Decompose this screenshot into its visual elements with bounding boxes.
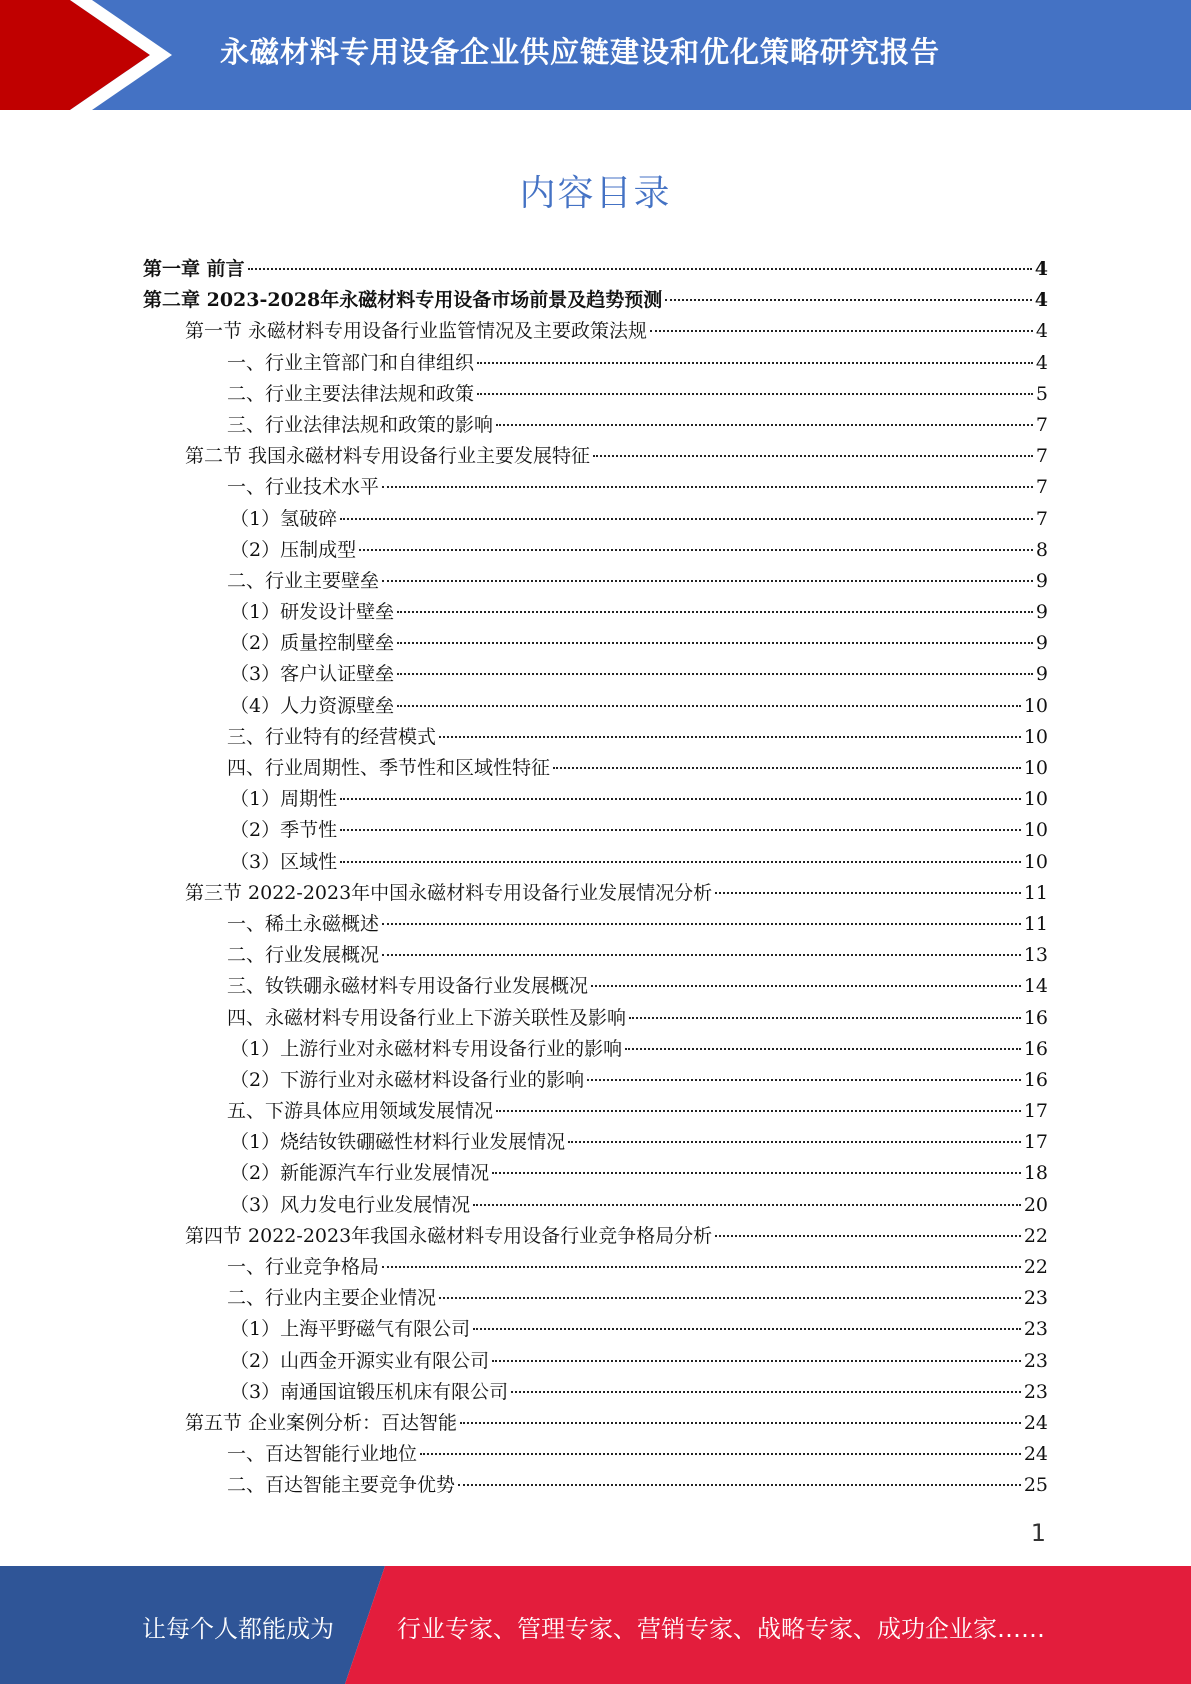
- toc-entry-page: 23: [1023, 1318, 1048, 1341]
- toc-dot-leader: [397, 642, 1033, 644]
- toc-entry-label: 二、百达智能主要竞争优势: [227, 1474, 456, 1497]
- toc-entry[interactable]: [143, 940, 1048, 971]
- toc-entry[interactable]: [143, 753, 1048, 784]
- toc-entry[interactable]: [143, 1314, 1048, 1345]
- toc-dot-leader: [420, 1453, 1021, 1455]
- toc-dot-leader: [715, 892, 1021, 894]
- page-footer: [0, 1566, 1191, 1684]
- toc-entry[interactable]: [143, 1470, 1048, 1501]
- toc-entry[interactable]: [143, 1065, 1048, 1096]
- toc-dot-leader: [496, 424, 1033, 426]
- toc-title: 内容目录: [519, 173, 672, 214]
- toc-dot-leader: [587, 1079, 1021, 1081]
- toc-dot-leader: [382, 954, 1021, 956]
- toc-dot-leader: [629, 1017, 1021, 1019]
- toc-entry-label: （1）烧结钕铁硼磁性材料行业发展情况: [230, 1131, 566, 1154]
- toc-entry[interactable]: [143, 1377, 1048, 1408]
- toc-dot-leader: [492, 1360, 1021, 1362]
- toc-entry[interactable]: [143, 1034, 1048, 1065]
- toc-entry-page: 24: [1023, 1443, 1048, 1466]
- toc-entry-page: 10: [1023, 725, 1048, 748]
- toc-entry-page: 17: [1023, 1100, 1048, 1123]
- toc-entry-label: （2）山西金开源实业有限公司: [230, 1349, 490, 1372]
- toc-entry-page: 24: [1023, 1411, 1048, 1434]
- toc-dot-leader: [568, 1141, 1021, 1143]
- toc-entry[interactable]: [143, 535, 1048, 566]
- table-of-contents: [143, 254, 1048, 1502]
- toc-entry[interactable]: [143, 1408, 1048, 1439]
- toc-entry[interactable]: [143, 597, 1048, 628]
- toc-entry-page: 9: [1035, 632, 1048, 655]
- toc-entry-label: 三、钕铁硼永磁材料专用设备行业发展概况: [227, 975, 589, 998]
- toc-dot-leader: [397, 611, 1033, 613]
- toc-entry-page: 11: [1023, 912, 1048, 935]
- toc-entry[interactable]: [143, 784, 1048, 815]
- toc-entry-label: （3）客户认证壁垒: [230, 663, 395, 686]
- toc-entry[interactable]: [143, 504, 1048, 535]
- toc-entry-page: 22: [1023, 1256, 1048, 1278]
- toc-entry-label: 一、稀土永磁概述: [227, 912, 380, 935]
- toc-entry[interactable]: [143, 254, 1048, 285]
- toc-entry-label: 一、百达智能行业地位: [227, 1443, 418, 1466]
- toc-entry-page: 14: [1023, 975, 1048, 998]
- toc-entry-page: 8: [1035, 538, 1048, 561]
- toc-entry[interactable]: [143, 722, 1048, 753]
- toc-entry-page: 9: [1035, 569, 1048, 592]
- toc-entry-label: 四、永磁材料专用设备行业上下游关联性及影响: [227, 1006, 627, 1029]
- toc-dot-leader: [496, 1110, 1021, 1112]
- toc-entry-page: 23: [1023, 1349, 1048, 1372]
- toc-dot-leader: [439, 736, 1021, 738]
- toc-entry-label: （2）下游行业对永磁材料设备行业的影响: [230, 1068, 585, 1091]
- toc-entry-page: 10: [1023, 850, 1048, 873]
- toc-entry[interactable]: [143, 1439, 1048, 1470]
- toc-entry-label: 二、行业主要法律法规和政策: [227, 382, 475, 405]
- toc-entry[interactable]: [143, 1003, 1048, 1034]
- toc-entry-label: （2）新能源汽车行业发展情况: [230, 1162, 490, 1185]
- toc-entry-page: 16: [1023, 1068, 1048, 1091]
- toc-entry-label: （3）南通国谊锻压机床有限公司: [230, 1380, 509, 1403]
- toc-dot-leader: [359, 549, 1033, 551]
- toc-dot-leader: [650, 330, 1033, 332]
- footer-slogan-left: 让每个人都能成为: [142, 1615, 334, 1643]
- toc-entry-page: 7: [1035, 413, 1048, 436]
- toc-entry[interactable]: [143, 1346, 1048, 1377]
- toc-dot-leader: [591, 985, 1021, 987]
- toc-entry[interactable]: [143, 285, 1048, 316]
- toc-entry-label: 第二节 我国永磁材料专用设备行业主要发展特征: [185, 445, 591, 468]
- toc-entry-page: 7: [1035, 445, 1048, 468]
- toc-dot-leader: [553, 767, 1021, 769]
- toc-entry-label: （1）氢破碎: [230, 507, 338, 530]
- toc-entry-label: 第一章 前言: [143, 258, 245, 280]
- toc-entry-label: 二、行业内主要企业情况: [227, 1287, 437, 1310]
- toc-entry-label: （1）上海平野磁气有限公司: [230, 1318, 471, 1341]
- toc-entry[interactable]: [143, 815, 1048, 846]
- toc-entry[interactable]: [143, 348, 1048, 379]
- toc-entry[interactable]: [143, 566, 1048, 597]
- toc-entry-page: 13: [1023, 944, 1048, 967]
- toc-entry[interactable]: [143, 1283, 1048, 1314]
- toc-entry[interactable]: [143, 1252, 1048, 1283]
- toc-entry-page: 16: [1023, 1037, 1048, 1060]
- toc-entry-label: 一、行业技术水平: [227, 476, 380, 499]
- toc-dot-leader: [460, 1422, 1021, 1424]
- toc-entry[interactable]: [143, 472, 1048, 503]
- toc-entry-label: 二、行业发展概况: [227, 944, 380, 967]
- toc-dot-leader: [492, 1172, 1021, 1174]
- toc-dot-leader: [593, 455, 1033, 457]
- toc-dot-leader: [477, 362, 1033, 364]
- toc-entry[interactable]: [143, 628, 1048, 659]
- toc-entry[interactable]: [143, 441, 1048, 472]
- toc-entry[interactable]: [143, 379, 1048, 410]
- toc-dot-leader: [511, 1391, 1021, 1393]
- toc-entry-label: 第三节 2022-2023年中国永磁材料专用设备行业发展情况分析: [185, 881, 713, 904]
- toc-entry[interactable]: [143, 316, 1048, 347]
- toc-entry-label: 五、下游具体应用领域发展情况: [227, 1100, 494, 1123]
- toc-entry-label: （3）区域性: [230, 850, 338, 873]
- toc-entry[interactable]: [143, 971, 1048, 1002]
- toc-entry-page: 10: [1023, 788, 1048, 811]
- toc-dot-leader: [340, 798, 1021, 800]
- toc-dot-leader: [473, 1204, 1021, 1206]
- toc-dot-leader: [665, 299, 1032, 301]
- toc-entry-page: 23: [1023, 1287, 1048, 1310]
- page-number: 1: [1030, 1519, 1046, 1547]
- header-title: 永磁材料专用设备企业供应链建设和优化策略研究报告: [220, 35, 941, 69]
- toc-entry[interactable]: [143, 1096, 1048, 1127]
- toc-entry-label: （2）季节性: [230, 819, 338, 842]
- toc-entry-label: 一、行业主管部门和自律组织: [227, 351, 475, 374]
- toc-entry-label: 三、行业法律法规和政策的影响: [227, 413, 494, 436]
- toc-entry[interactable]: [143, 1158, 1048, 1189]
- toc-dot-leader: [248, 268, 1032, 270]
- toc-entry-page: 4: [1034, 258, 1048, 280]
- toc-entry[interactable]: [143, 659, 1048, 690]
- toc-entry-page: 7: [1035, 476, 1048, 499]
- toc-entry[interactable]: [143, 909, 1048, 940]
- toc-dot-leader: [458, 1484, 1021, 1486]
- toc-dot-leader: [397, 673, 1033, 675]
- toc-dot-leader: [382, 486, 1033, 488]
- toc-entry-page: 4: [1035, 351, 1048, 374]
- toc-entry-page: 23: [1023, 1380, 1048, 1403]
- toc-dot-leader: [382, 1266, 1021, 1268]
- toc-entry-label: （1）上游行业对永磁材料专用设备行业的影响: [230, 1037, 623, 1060]
- toc-entry-label: 第一节 永磁材料专用设备行业监管情况及主要政策法规: [185, 320, 648, 343]
- toc-entry-label: 第二章 2023-2028年永磁材料专用设备市场前景及趋势预测: [143, 289, 663, 312]
- toc-entry-label: 一、行业竞争格局: [227, 1256, 380, 1278]
- toc-entry-label: （2）质量控制壁垒: [230, 632, 395, 655]
- toc-dot-leader: [340, 829, 1021, 831]
- toc-entry[interactable]: [143, 1221, 1048, 1252]
- footer-slogan-right: 行业专家、管理专家、营销专家、战略专家、成功企业家……: [397, 1615, 1045, 1643]
- toc-dot-leader: [625, 1048, 1021, 1050]
- toc-entry-label: 第五节 企业案例分析：百达智能: [185, 1411, 458, 1434]
- toc-dot-leader: [439, 1297, 1021, 1299]
- toc-dot-leader: [340, 518, 1033, 520]
- toc-dot-leader: [477, 393, 1033, 395]
- toc-entry-page: 10: [1023, 757, 1048, 779]
- toc-entry[interactable]: [143, 410, 1048, 441]
- toc-entry-label: 二、行业主要壁垒: [227, 569, 380, 592]
- toc-entry-page: 20: [1023, 1193, 1048, 1216]
- toc-entry-label: 三、行业特有的经营模式: [227, 725, 437, 748]
- toc-entry[interactable]: [143, 878, 1048, 909]
- toc-entry-page: 10: [1023, 694, 1048, 717]
- toc-entry[interactable]: [143, 1190, 1048, 1221]
- toc-entry-label: 四、行业周期性、季节性和区域性特征: [227, 757, 551, 779]
- toc-dot-leader: [382, 923, 1021, 925]
- toc-entry-page: 11: [1023, 881, 1048, 904]
- toc-entry-page: 7: [1035, 507, 1048, 530]
- toc-dot-leader: [473, 1328, 1021, 1330]
- toc-entry-page: 9: [1035, 663, 1048, 686]
- toc-entry-page: 10: [1023, 819, 1048, 842]
- toc-entry-label: （4）人力资源壁垒: [230, 694, 395, 717]
- toc-entry-label: （3）风力发电行业发展情况: [230, 1193, 471, 1216]
- toc-entry[interactable]: [143, 847, 1048, 878]
- toc-entry-label: （2）压制成型: [230, 538, 357, 561]
- toc-dot-leader: [340, 861, 1021, 863]
- toc-entry[interactable]: [143, 691, 1048, 722]
- toc-entry-label: （1）研发设计壁垒: [230, 601, 395, 624]
- toc-entry-label: （1）周期性: [230, 788, 338, 811]
- toc-entry-page: 17: [1023, 1131, 1048, 1154]
- toc-dot-leader: [382, 580, 1033, 582]
- toc-entry-page: 16: [1023, 1006, 1048, 1029]
- toc-dot-leader: [715, 1235, 1021, 1237]
- toc-entry[interactable]: [143, 1127, 1048, 1158]
- toc-entry-page: 5: [1035, 382, 1048, 405]
- toc-entry-page: 18: [1023, 1162, 1048, 1185]
- toc-entry-label: 第四节 2022-2023年我国永磁材料专用设备行业竞争格局分析: [185, 1224, 713, 1247]
- toc-entry-page: 9: [1035, 601, 1048, 624]
- toc-dot-leader: [397, 705, 1021, 707]
- toc-entry-page: 4: [1035, 320, 1048, 343]
- toc-entry-page: 25: [1023, 1474, 1048, 1497]
- toc-entry-page: 4: [1034, 289, 1048, 312]
- page-header: [0, 0, 1191, 110]
- toc-entry-page: 22: [1023, 1224, 1048, 1247]
